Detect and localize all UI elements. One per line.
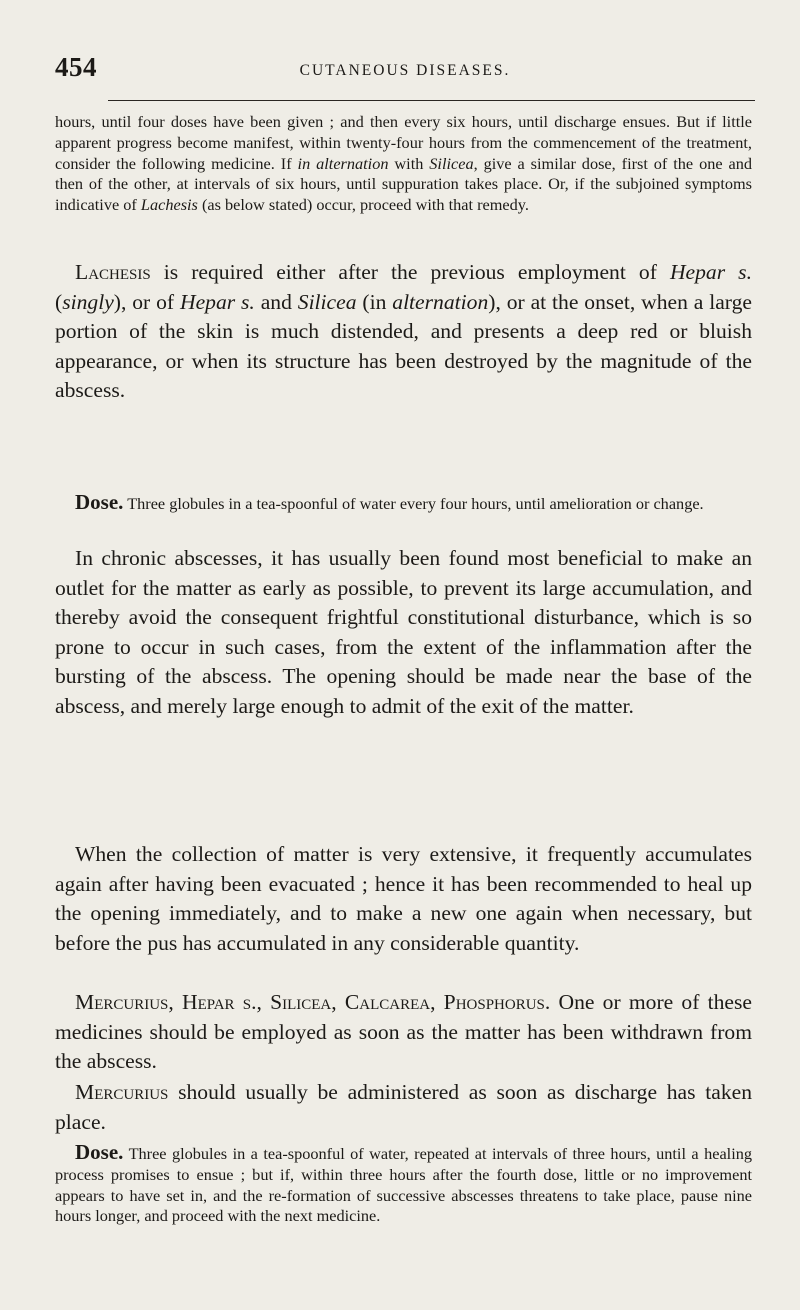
- italic-text: singly: [62, 289, 114, 314]
- text-run: should usually be administered as soon as discharge has taken place.: [55, 1080, 752, 1134]
- text-run: is required either after the previous employment of: [150, 260, 670, 284]
- page-header: [55, 52, 755, 92]
- paragraph-continued: [55, 112, 752, 216]
- text-run: ), or of: [113, 289, 180, 314]
- text-run: (in: [356, 289, 393, 314]
- page-number: 454: [55, 52, 97, 82]
- italic-text: alternation: [392, 289, 489, 314]
- text-run: One or more of these medicines should be employed as soon as the matter has been withdrawn from the abscess.: [55, 990, 752, 1074]
- header-rule: [108, 100, 755, 101]
- dose-label: Dose.: [75, 1140, 124, 1164]
- italic-remedy-name: Silicea: [429, 153, 474, 173]
- remedy-list: Mercurius, Hepar s., Silicea, Calcarea, Phosphorus.: [75, 990, 551, 1014]
- paragraph-collection: When the collection of matter is very extensive, it frequently accumulates again after having been evacuated ; hence it has been recommended to heal up the opening immediately, and to make a new one again when necessary, but before the pus has accumulated in any considerable quantity.: [55, 842, 752, 955]
- paragraph-lachesis: [55, 258, 752, 406]
- paragraph-mercurius: [55, 1078, 752, 1137]
- paragraph-medicines: [55, 988, 752, 1077]
- paragraph-dose-2: [55, 1142, 752, 1227]
- remedy-name: Mercurius: [75, 1080, 169, 1104]
- text-run: ), or at the onset, when a large portion of the skin is much distended, and presents a deep red or bluish appearance, or when its structure has been destroyed by the magnitude of the abscess.: [55, 289, 752, 403]
- text-run: with: [388, 153, 430, 173]
- italic-remedy-name: Lachesis: [140, 195, 198, 215]
- running-head: CUTANEOUS DISEASES.: [299, 62, 511, 79]
- text-run: , give a similar dose, first of the one and then of the other, at intervals of six hours, until suppuration takes place. Or, if the subjoined symptoms indicative of: [55, 153, 753, 215]
- text-run: hours, until four doses have been given ; and then every six hours, until discharge ensues. But if little apparent progress become manifest, within twenty-four hours from the commencement of the treatment, consider the following medicine. If: [55, 112, 752, 173]
- italic-remedy-name: Hepar s.: [669, 260, 752, 284]
- text-run: (: [55, 289, 63, 314]
- paragraph-chronic-abscesses: In chronic abscesses, it has usually been found most beneficial to make an outlet for the matter as early as possible, to prevent its large accumulation, and thereby avoid the consequent frightful constitutional disturbance, which is so prone to occur in such cases, from the extent of the inflammation after the bursting of the abscess. The opening should be made near the base of the abscess, and merely large enough to admit of the exit of the matter.: [55, 546, 752, 718]
- text-run: Three globules in a tea-spoonful of water, repeated at intervals of three hours, until a healing process promises to ensue ; but if, within three hours after the fourth dose, little or no improvement appears to have set in, and the re-formation of successive abscesses threatens to take place, pause nine hours longer, and proceed with the next medicine.: [55, 1144, 752, 1226]
- text-run: (as below stated) occur, proceed with that remedy.: [197, 195, 529, 215]
- italic-text: in alternation: [297, 153, 389, 173]
- italic-remedy-name: Silicea: [297, 289, 357, 314]
- text-run: Three globules in a tea-spoonful of water every four hours, until amelioration or change.: [123, 494, 704, 513]
- italic-remedy-name: Hepar s.: [179, 289, 255, 314]
- text-run: and: [254, 289, 298, 314]
- dose-label: Dose.: [75, 490, 124, 514]
- remedy-name: Lachesis: [75, 260, 151, 284]
- paragraph-dose-1: [55, 492, 752, 515]
